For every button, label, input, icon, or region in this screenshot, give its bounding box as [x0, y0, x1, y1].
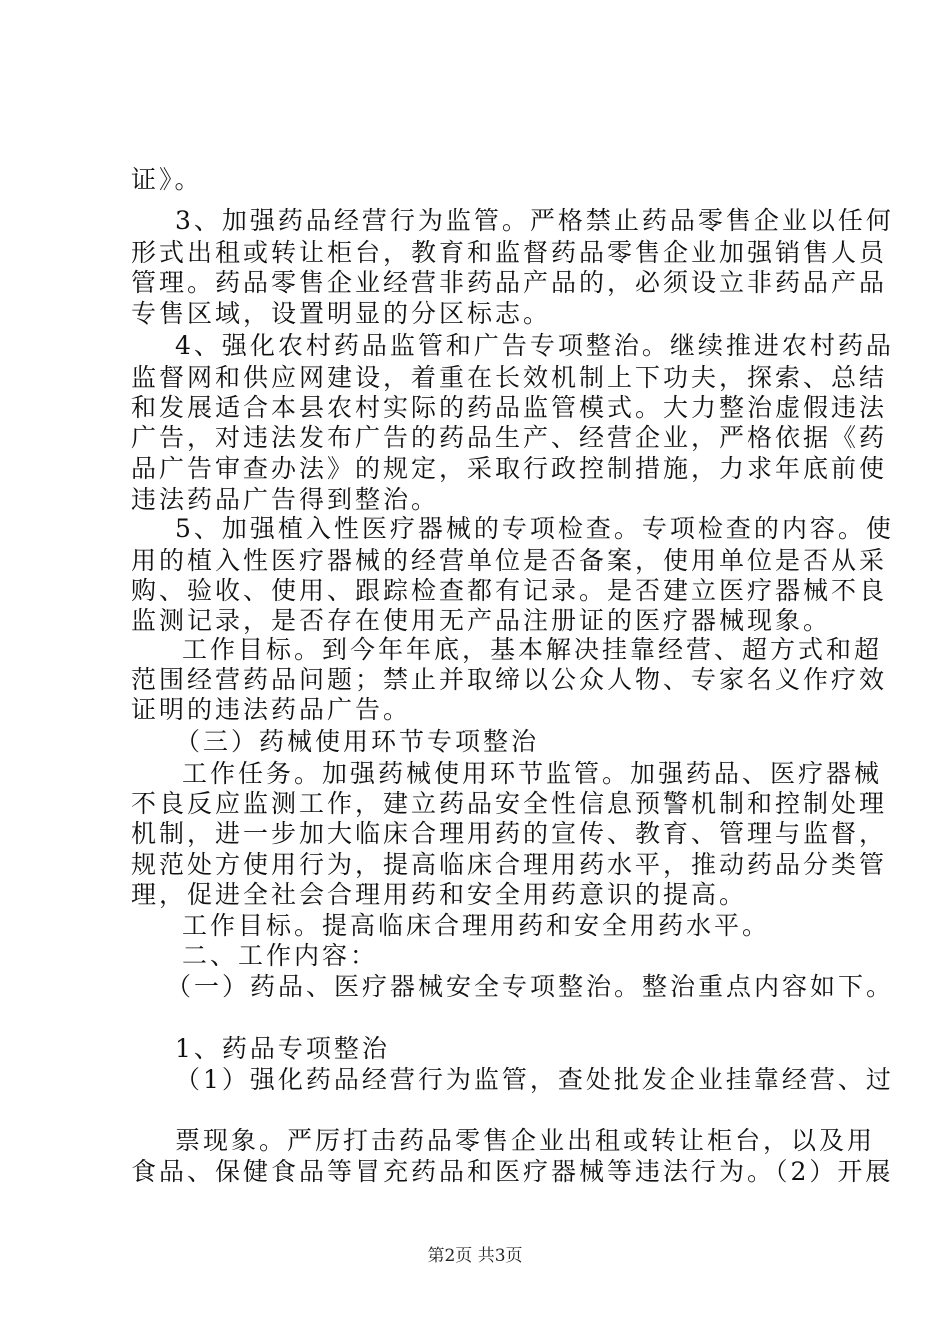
text-line: 购、验收、使用、跟踪检查都有记录。是否建立医疗器械不良	[131, 576, 888, 605]
text-line: 票现象。严厉打击药品零售企业出租或转让柜台，以及用	[175, 1126, 876, 1155]
text-line: 规范处方使用行为，提高临床合理用药水平，推动药品分类管	[131, 850, 888, 879]
text-line: 监测记录，是否存在使用无产品注册证的医疗器械现象。	[131, 606, 832, 635]
text-line: 范围经营药品问题；禁止并取缔以公众人物、专家名义作疗效	[131, 665, 888, 694]
text-line: 二、工作内容：	[182, 941, 379, 970]
text-line: 食品、保健食品等冒充药品和医疗器械等违法行为。（2）开展	[131, 1157, 894, 1186]
text-line: 专售区域，设置明显的分区标志。	[131, 299, 552, 328]
text-line: 1、药品专项整治	[175, 1034, 390, 1063]
text-line: 4、强化农村药品监管和广告专项整治。继续推进农村药品	[175, 331, 894, 360]
text-line: 证明的违法药品广告。	[131, 695, 412, 724]
page-footer: 第2页 共3页	[427, 1246, 523, 1266]
text-line: 监督网和供应网建设，着重在长效机制上下功夫，探索、总结	[131, 363, 888, 392]
text-line: （一）药品、医疗器械安全专项整治。整治重点内容如下。	[166, 972, 895, 1001]
text-line: 工作任务。加强药械使用环节监管。加强药品、医疗器械	[182, 759, 883, 788]
text-line: （1）强化药品经营行为监管，查处批发企业挂靠经营、过	[175, 1065, 894, 1094]
text-line: 违法药品广告得到整治。	[131, 485, 440, 514]
text-line: 机制，进一步加大临床合理用药的宣传、教育、管理与监督，	[131, 819, 888, 848]
text-line: 5、加强植入性医疗器械的专项检查。专项检查的内容。使	[175, 514, 894, 543]
text-line: 工作目标。提高临床合理用药和安全用药水平。	[182, 911, 771, 940]
text-line: 理，促进全社会合理用药和安全用药意识的提高。	[131, 880, 748, 909]
text-line: 和发展适合本县农村实际的药品监管模式。大力整治虚假违法	[131, 393, 888, 422]
text-line: 工作目标。到今年年底，基本解决挂靠经营、超方式和超	[182, 635, 883, 664]
text-line: 3、加强药品经营行为监管。严格禁止药品零售企业以任何	[175, 206, 894, 235]
text-line: （三）药械使用环节专项整治	[175, 727, 540, 756]
text-line: 广告，对违法发布广告的药品生产、经营企业，严格依据《药	[131, 423, 888, 452]
text-line: 证》。	[131, 165, 203, 194]
text-line: 不良反应监测工作，建立药品安全性信息预警机制和控制处理	[131, 789, 888, 818]
text-line: 管理。药品零售企业经营非药品产品的，必须设立非药品产品	[131, 268, 888, 297]
text-line: 形式出租或转让柜台，教育和监督药品零售企业加强销售人员	[131, 238, 888, 267]
text-line: 品广告审查办法》的规定，采取行政控制措施，力求年底前使	[131, 454, 888, 483]
text-line: 用的植入性医疗器械的经营单位是否备案，使用单位是否从采	[131, 546, 888, 575]
